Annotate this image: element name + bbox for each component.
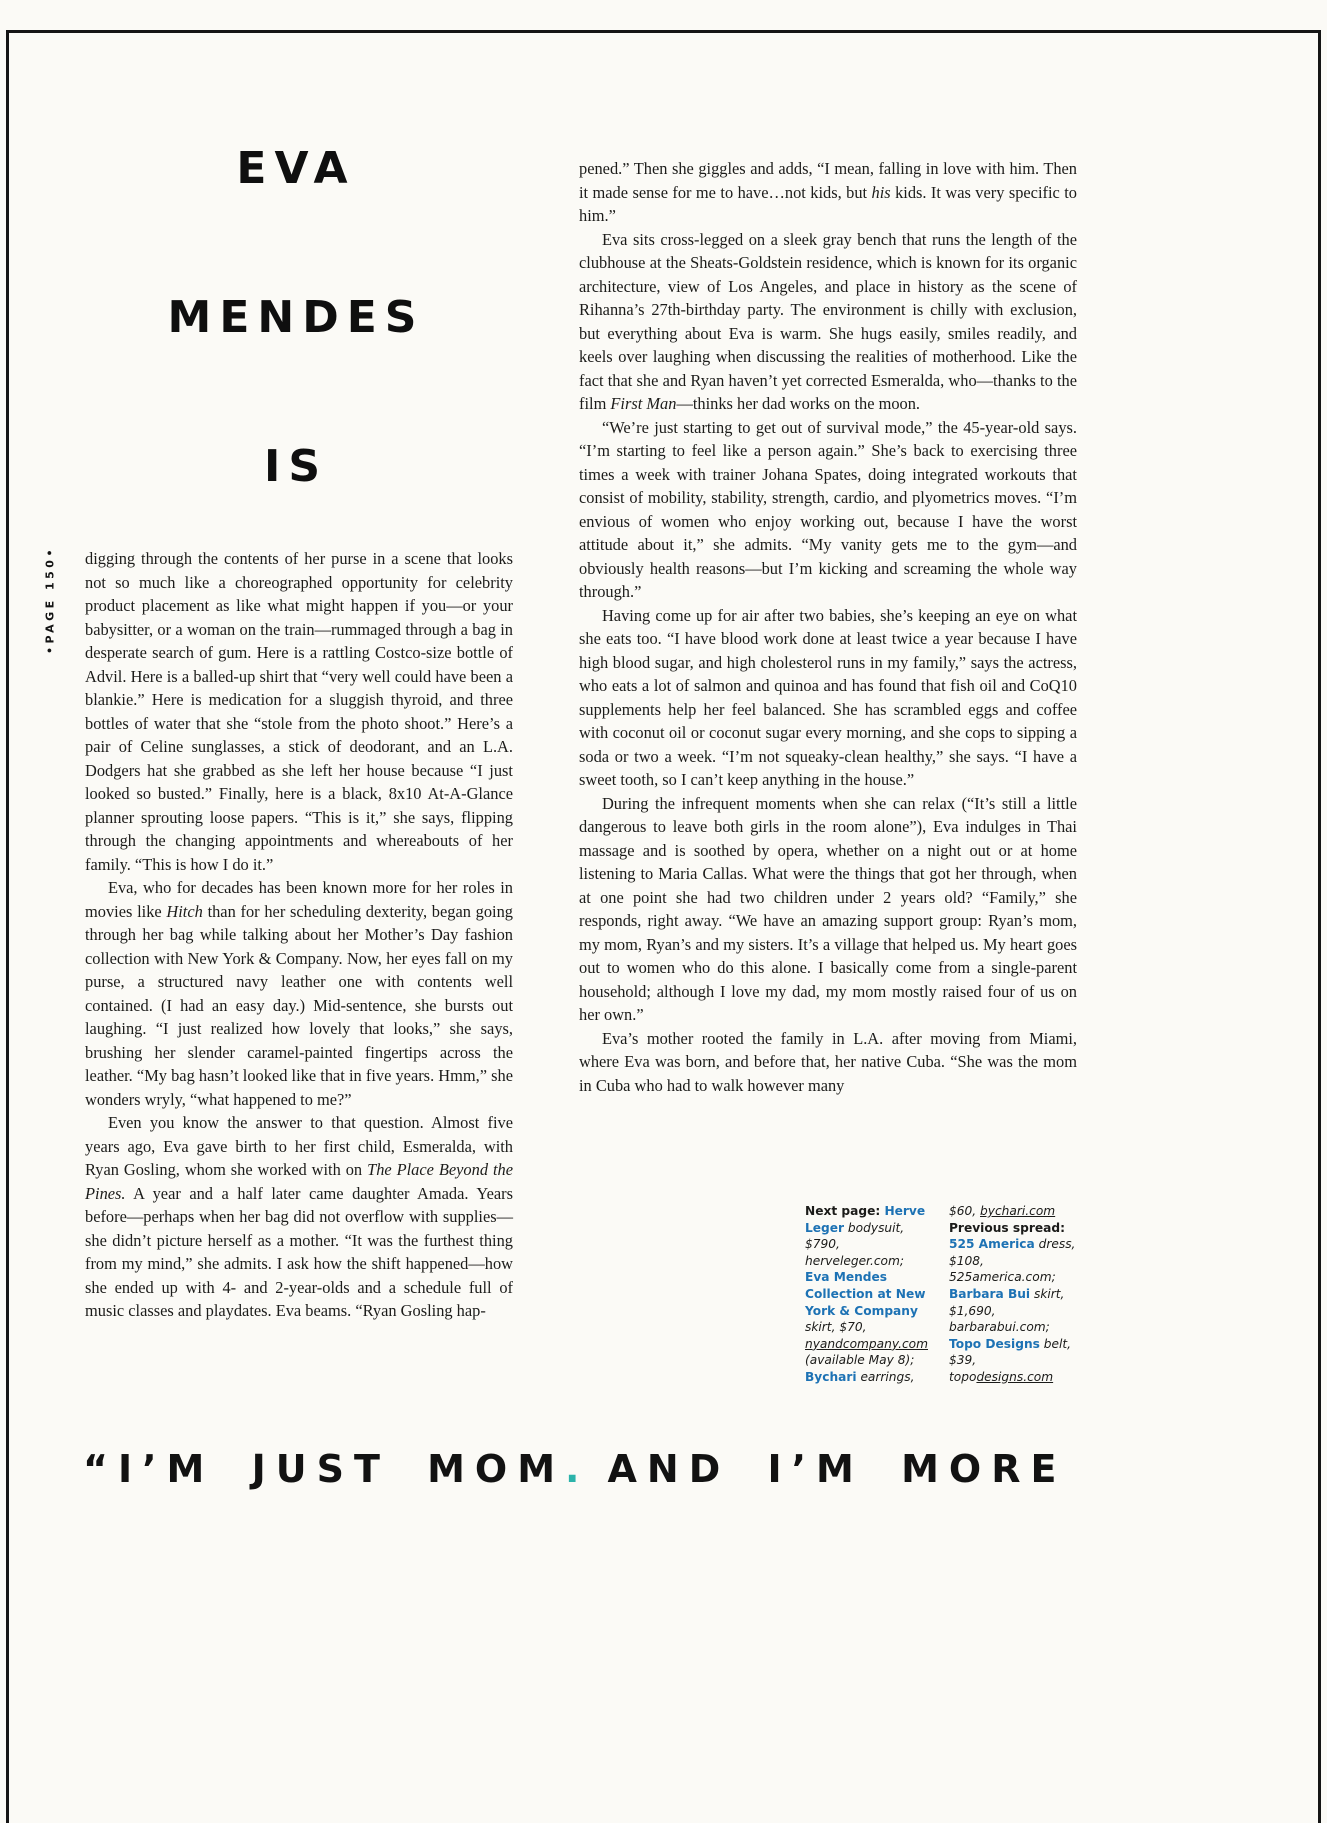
headline	[78, 94, 514, 541]
article-paragraph: During the infrequent moments when she can relax (“It’s still a little dangerous to leave both girls in the room alone”), Eva indulges in Thai massage and is soothed by opera, whether on a night out or at home listening to Maria Callas. What were the things that got her through, when at one point she had two children under 2 years old? “Family,” she responds, right away. “We have an amazing support group: Ryan’s mom, my mom, Ryan’s and my sisters. It’s a village that helped us. My heart goes out to women who do this alone. I basically come from a single-parent household; although I love my dad, my mom mostly raised four of us on her own.”	[579, 793, 1077, 1024]
headline-line: IS	[263, 441, 329, 492]
article-paragraph: Eva’s mother rooted the family in L.A. after moving from Miami, where Eva was born, and before that, her native Cuba. “She was the mom in Cuba who had to walk however many	[579, 1028, 1077, 1095]
headline-line: EVA	[236, 143, 356, 194]
left-column	[85, 547, 513, 1323]
article-paragraph: Eva, who for decades has been known more for her roles in movies like Hitch than for her scheduling dexterity, began going through her bag while talking about her Mother’s Day fashion collection with New York & Company. Now, her eyes fall on my purse, a structured navy leather one with contents well contained. (I had an easy day.) Mid-sentence, she bursts out laughing. “I just realized how lovely that looks,” she says, brushing her slender caramel-painted fingertips across the leather. “My bag hasn’t looked like that in five years. Hmm,” she wonders wryly, “what happened to me?”	[85, 878, 514, 1109]
article-paragraph: pened.” Then she giggles and adds, “I mean, falling in love with him. Then it made sense for me to have…not kids, but his kids. It was very specific to him.”	[579, 159, 1077, 225]
credits-column-2: $60, bychari.com Previous spread: 525 America dress, $108, 525america.com; Barbara Bui skirt, $1,690, barbarabui.com; Topo Designs belt, $39, topodesigns.com	[949, 1204, 1076, 1384]
article-paragraph: Eva sits cross-legged on a sleek gray bench that runs the length of the clubhouse at the Sheats-Goldstein residence, which is known for its organic architecture, view of Los Angeles, and place in history as the scene of Rihanna’s 27th-birthday party. The environment is chilly with exclusion, but everything about Eva is warm. She hugs easily, smiles readily, and keels over laughing when discussing the realities of motherhood. Like the fact that she and Ryan haven’t yet corrected Esmeralda, who—thanks to the film First Man—thinks her dad works on the moon.	[579, 229, 1077, 413]
article-paragraph: Having come up for air after two babies, she’s keeping an eye on what she eats too. “I have blood work done at least twice a year because I have high blood sugar, and high cholesterol runs in my family,” says the actress, who eats a lot of salmon and quinoa and has found that fish oil and CoQ10 supplements help her feel balanced. She has scrambled eggs and coffee with coconut oil or coconut sugar every morning, and she cops to sipping a soda or two a week. “I’m not squeaky-clean healthy,” she says. “I have a sweet tooth, so I can’t keep anything in the house.”	[579, 605, 1077, 789]
pull-quote-accent-period: .	[565, 1447, 590, 1491]
pull-quote-lead: “I’M JUST MOM	[83, 1447, 566, 1491]
fashion-credits	[805, 1203, 1095, 1386]
right-column	[579, 157, 1077, 1097]
vertical-page-label: •PAGE 150•	[43, 546, 57, 654]
article-paragraph: “We’re just starting to get out of survival mode,” the 45-year-old says. “I’m starting to feel like a person again.” She’s back to exercising three times a week with trainer Johana Spates, doing integrated workouts that consist of mobility, stability, strength, cardio, and plyometrics moves. “I’m envious of women who enjoy working out, because I have the worst attitude about it,” she admits. “My vanity gets me to the gym—and obviously health reasons—but I’m kicking and screaming the whole way through.”	[579, 417, 1077, 601]
pull-quote-rest: AND I’M MORE	[607, 1447, 1067, 1491]
article-paragraph: Even you know the answer to that question. Almost five years ago, Eva gave birth to her first child, Esmeralda, with Ryan Gosling, whom she worked with on The Place Beyond the Pines. A year and a half later came daughter Amada. Years before—perhaps when her bag did not overflow with supplies—she didn’t picture herself as a mother. “It was the furthest thing from my mind,” she admits. I ask how the shift happened—how she ended up with 4- and 2-year-olds and a schedule full of music classes and playdates. Eva beams. “Ryan Gosling hap-	[85, 1113, 513, 1320]
article-paragraph: digging through the contents of her purse in a scene that looks not so much like a choreographed opportunity for celebrity product placement as like what might happen if you—or your babysitter, or a woman on the train—rummaged through a bag in desperate search of gum. Here is a rattling Costco-size bottle of Advil. Here is a balled-up shirt that “very well could have been a blankie.” Here is medication for a sluggish thyroid, and three bottles of water that she “stole from the photo shoot.” Here’s a pair of Celine sunglasses, a stick of deodorant, and an L.A. Dodgers hat she grabbed as she left her house because “I just looked so busted.” Finally, here is a black, 8x10 At-A-Glance planner sprouting loose papers. “This is it,” she says, flipping through the changing appointments and whereabouts of her family. “This is how I do it.”	[85, 549, 513, 874]
pull-quote	[83, 1447, 1313, 1491]
credits-column-1: Next page: Herve Leger bodysuit, $790, herveleger.com; Eva Mendes Collection at New York & Company skirt, $70, nyandcompany.com (available May 8); Bychari earrings,	[805, 1204, 928, 1384]
headline-line: MENDES	[167, 292, 425, 343]
